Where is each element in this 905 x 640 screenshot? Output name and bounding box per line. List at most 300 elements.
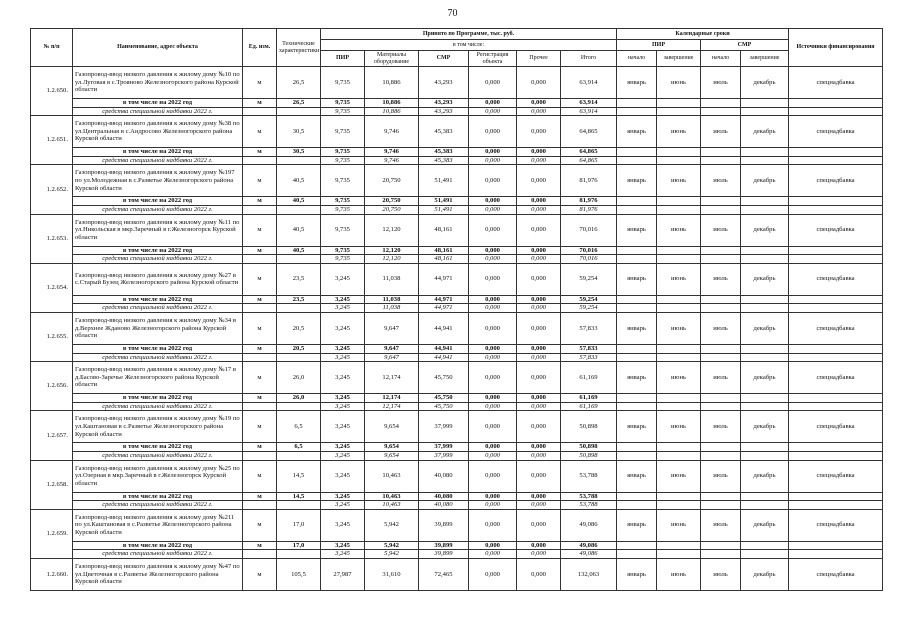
smr-start-cell: июль [701, 214, 741, 246]
unit-cell: м [243, 263, 277, 295]
unit-cell: м [243, 541, 277, 550]
smr-start-cell: июль [701, 509, 741, 541]
smr-end-cell: декабрь [741, 362, 789, 394]
total-cell: 59,254 [561, 295, 617, 304]
smr-cell: 43,293 [419, 67, 469, 99]
registration-cell: 0,000 [469, 362, 517, 394]
smr-cell: 37,999 [419, 411, 469, 443]
materials-cell: 20,750 [365, 197, 419, 206]
smr-cell: 51,491 [419, 205, 469, 214]
materials-cell: 20,750 [365, 205, 419, 214]
registration-cell: 0,000 [469, 304, 517, 313]
registration-cell: 0,000 [469, 255, 517, 264]
other-cell: 0,000 [517, 451, 561, 460]
unit-cell: м [243, 344, 277, 353]
total-cell: 59,254 [561, 304, 617, 313]
registration-cell: 0,000 [469, 541, 517, 550]
registration-cell: 0,000 [469, 107, 517, 116]
smr-end-cell: декабрь [741, 460, 789, 492]
pir-cell: 3,245 [321, 509, 365, 541]
smr-cell: 44,941 [419, 312, 469, 344]
table-row-2022 [31, 295, 883, 304]
row-2022-label: в том числе на 2022 год [73, 443, 243, 452]
smr-end-cell: декабрь [741, 312, 789, 344]
pir-cell: 3,245 [321, 394, 365, 403]
other-cell: 0,000 [517, 541, 561, 550]
smr-cell: 51,491 [419, 197, 469, 206]
other-cell: 0,000 [517, 116, 561, 148]
materials-cell: 12,174 [365, 394, 419, 403]
materials-cell: 12,120 [365, 246, 419, 255]
pir-cell: 3,245 [321, 492, 365, 501]
object-name: Газопровод-ввод низкого давления к жилому дому №19 по ул.Каштановая в с.Разветье Железногорского района Курской области [73, 411, 243, 443]
table-row [31, 509, 883, 541]
table-row-2022 [31, 541, 883, 550]
pir-end-cell: июнь [657, 509, 701, 541]
pir-end-cell: июнь [657, 362, 701, 394]
pir-cell: 3,245 [321, 411, 365, 443]
other-cell: 0,000 [517, 362, 561, 394]
pir-cell: 3,245 [321, 312, 365, 344]
other-cell: 0,000 [517, 205, 561, 214]
header-num: № п/п [31, 29, 73, 67]
registration-cell: 0,000 [469, 558, 517, 590]
table-row-2022 [31, 443, 883, 452]
unit-cell: м [243, 67, 277, 99]
materials-cell: 12,120 [365, 214, 419, 246]
table-row-2022 [31, 246, 883, 255]
registration-cell: 0,000 [469, 394, 517, 403]
table-row-2022 [31, 148, 883, 157]
row-surcharge-label: средства специальной надбавки 2022 г. [73, 402, 243, 411]
materials-cell: 11,038 [365, 295, 419, 304]
row-2022-label: в том числе на 2022 год [73, 541, 243, 550]
pir-cell: 9,735 [321, 156, 365, 165]
tech-cell: 40,5 [277, 214, 321, 246]
pir-cell: 3,245 [321, 501, 365, 510]
table-header [31, 29, 883, 67]
other-cell: 0,000 [517, 214, 561, 246]
row-surcharge-label: средства специальной надбавки 2022 г. [73, 255, 243, 264]
other-cell: 0,000 [517, 295, 561, 304]
materials-cell: 9,647 [365, 353, 419, 362]
smr-cell: 40,080 [419, 492, 469, 501]
tech-cell: 20,5 [277, 344, 321, 353]
other-cell: 0,000 [517, 509, 561, 541]
pir-start-cell: январь [617, 411, 657, 443]
header-smr: СМР [419, 51, 469, 67]
table-row-surcharge [31, 353, 883, 362]
smr-start-cell: июль [701, 116, 741, 148]
unit-cell: м [243, 411, 277, 443]
pir-start-cell: январь [617, 558, 657, 590]
unit-cell: м [243, 558, 277, 590]
other-cell: 0,000 [517, 443, 561, 452]
funding-cell: спецнадбавка [789, 460, 883, 492]
materials-cell: 9,654 [365, 411, 419, 443]
total-cell: 81,976 [561, 165, 617, 197]
table-row [31, 214, 883, 246]
total-cell: 70,016 [561, 246, 617, 255]
other-cell: 0,000 [517, 353, 561, 362]
pir-start-cell: январь [617, 312, 657, 344]
object-code: 1.2.654. [31, 263, 73, 312]
materials-cell: 9,746 [365, 148, 419, 157]
total-cell: 64,865 [561, 148, 617, 157]
object-code: 1.2.659. [31, 509, 73, 558]
other-cell: 0,000 [517, 460, 561, 492]
header-funding: Источники финансирования [789, 29, 883, 67]
tech-cell: 30,5 [277, 148, 321, 157]
other-cell: 0,000 [517, 492, 561, 501]
other-cell: 0,000 [517, 558, 561, 590]
registration-cell: 0,000 [469, 214, 517, 246]
smr-end-cell: декабрь [741, 214, 789, 246]
unit-cell: м [243, 443, 277, 452]
total-cell: 64,865 [561, 116, 617, 148]
tech-cell: 40,5 [277, 246, 321, 255]
smr-end-cell: декабрь [741, 263, 789, 295]
funding-cell: спецнадбавка [789, 411, 883, 443]
tech-cell: 14,5 [277, 492, 321, 501]
total-cell: 61,169 [561, 362, 617, 394]
total-cell: 63,914 [561, 99, 617, 108]
pir-cell: 9,735 [321, 205, 365, 214]
tech-cell: 6,5 [277, 443, 321, 452]
total-cell: 53,788 [561, 460, 617, 492]
pir-cell: 3,245 [321, 550, 365, 559]
unit-cell: м [243, 460, 277, 492]
other-cell: 0,000 [517, 402, 561, 411]
pir-end-cell: июнь [657, 312, 701, 344]
pir-cell: 3,245 [321, 402, 365, 411]
pir-start-cell: январь [617, 165, 657, 197]
unit-cell: м [243, 394, 277, 403]
total-cell: 63,914 [561, 67, 617, 99]
object-code: 1.2.660. [31, 558, 73, 590]
total-cell: 53,788 [561, 492, 617, 501]
smr-cell: 45,383 [419, 116, 469, 148]
pir-cell: 3,245 [321, 362, 365, 394]
funding-cell: спецнадбавка [789, 116, 883, 148]
object-code: 1.2.655. [31, 312, 73, 361]
table-row-surcharge [31, 205, 883, 214]
pir-cell: 3,245 [321, 353, 365, 362]
total-cell: 50,898 [561, 411, 617, 443]
other-cell: 0,000 [517, 67, 561, 99]
smr-cell: 44,941 [419, 344, 469, 353]
materials-cell: 9,647 [365, 312, 419, 344]
smr-cell: 40,080 [419, 460, 469, 492]
object-name: Газопровод-ввод низкого давления к жилому дому №10 по ул.Луговая в с.Трояново Железногорского района Курской области [73, 67, 243, 99]
materials-cell: 9,746 [365, 156, 419, 165]
smr-end-cell: декабрь [741, 116, 789, 148]
pir-start-cell: январь [617, 460, 657, 492]
tech-cell: 23,5 [277, 263, 321, 295]
smr-cell: 44,971 [419, 304, 469, 313]
row-surcharge-label: средства специальной надбавки 2022 г. [73, 156, 243, 165]
registration-cell: 0,000 [469, 443, 517, 452]
row-surcharge-label: средства специальной надбавки 2022 г. [73, 501, 243, 510]
object-code: 1.2.656. [31, 362, 73, 411]
pir-cell: 9,735 [321, 246, 365, 255]
header-pir: ПИР [321, 51, 365, 67]
row-2022-label: в том числе на 2022 год [73, 148, 243, 157]
funding-cell: спецнадбавка [789, 362, 883, 394]
table-row-surcharge [31, 255, 883, 264]
row-2022-label: в том числе на 2022 год [73, 344, 243, 353]
pir-cell: 3,245 [321, 304, 365, 313]
smr-cell: 45,750 [419, 362, 469, 394]
registration-cell: 0,000 [469, 411, 517, 443]
unit-cell: м [243, 312, 277, 344]
registration-cell: 0,000 [469, 263, 517, 295]
materials-cell: 20,750 [365, 165, 419, 197]
pir-end-cell: июнь [657, 214, 701, 246]
registration-cell: 0,000 [469, 99, 517, 108]
tech-cell: 17,0 [277, 509, 321, 541]
funding-cell: спецнадбавка [789, 214, 883, 246]
registration-cell: 0,000 [469, 197, 517, 206]
unit-cell: м [243, 492, 277, 501]
total-cell: 70,016 [561, 214, 617, 246]
smr-end-cell: декабрь [741, 67, 789, 99]
object-name: Газопровод-ввод низкого давления к жилому дому №197 по ул.Молодежная в с.Разветье Железногорского района Курской области [73, 165, 243, 197]
pir-end-cell: июнь [657, 558, 701, 590]
funding-cell: спецнадбавка [789, 558, 883, 590]
table-row [31, 116, 883, 148]
pir-start-cell: январь [617, 362, 657, 394]
smr-cell: 40,080 [419, 501, 469, 510]
registration-cell: 0,000 [469, 451, 517, 460]
pir-end-cell: июнь [657, 263, 701, 295]
smr-cell: 45,383 [419, 148, 469, 157]
tech-cell: 40,5 [277, 197, 321, 206]
pir-cell: 9,735 [321, 214, 365, 246]
smr-cell: 43,293 [419, 107, 469, 116]
total-cell: 63,914 [561, 107, 617, 116]
materials-cell: 12,120 [365, 255, 419, 264]
object-name: Газопровод-ввод низкого давления к жилому дому №25 по ул.Озерная в мкр.Заречный в г.Железногорск Курской области [73, 460, 243, 492]
program-table [30, 28, 883, 591]
materials-cell: 31,610 [365, 558, 419, 590]
pir-cell: 3,245 [321, 451, 365, 460]
pir-cell: 3,245 [321, 295, 365, 304]
object-name: Газопровод-ввод низкого давления к жилому дому №17 в д.Басово-Заречье Железногорского района Курской области [73, 362, 243, 394]
smr-cell: 45,750 [419, 394, 469, 403]
total-cell: 57,833 [561, 312, 617, 344]
unit-cell: м [243, 214, 277, 246]
header-calendar: Календарные сроки [617, 29, 789, 40]
materials-cell: 12,174 [365, 362, 419, 394]
pir-cell: 9,735 [321, 197, 365, 206]
table-row [31, 558, 883, 590]
header-including: в том числе: [321, 40, 617, 51]
materials-cell: 10,886 [365, 67, 419, 99]
unit-cell: м [243, 509, 277, 541]
pir-cell: 3,245 [321, 263, 365, 295]
object-code: 1.2.653. [31, 214, 73, 263]
smr-start-cell: июль [701, 263, 741, 295]
object-code: 1.2.650. [31, 67, 73, 116]
object-code: 1.2.658. [31, 460, 73, 509]
total-cell: 64,865 [561, 156, 617, 165]
row-2022-label: в том числе на 2022 год [73, 394, 243, 403]
pir-cell: 3,245 [321, 443, 365, 452]
tech-cell: 40,5 [277, 165, 321, 197]
funding-cell: спецнадбавка [789, 165, 883, 197]
tech-cell: 17,0 [277, 541, 321, 550]
registration-cell: 0,000 [469, 148, 517, 157]
pir-end-cell: июнь [657, 165, 701, 197]
pir-end-cell: июнь [657, 460, 701, 492]
total-cell: 81,976 [561, 205, 617, 214]
table-row-2022 [31, 492, 883, 501]
total-cell: 53,788 [561, 501, 617, 510]
row-surcharge-label: средства специальной надбавки 2022 г. [73, 550, 243, 559]
row-2022-label: в том числе на 2022 год [73, 492, 243, 501]
pir-start-cell: январь [617, 116, 657, 148]
materials-cell: 9,654 [365, 443, 419, 452]
tech-cell: 26,0 [277, 394, 321, 403]
unit-cell: м [243, 362, 277, 394]
funding-cell: спецнадбавка [789, 67, 883, 99]
pir-cell: 3,245 [321, 344, 365, 353]
tech-cell: 14,5 [277, 460, 321, 492]
table-row [31, 460, 883, 492]
smr-cell: 48,161 [419, 214, 469, 246]
registration-cell: 0,000 [469, 402, 517, 411]
materials-cell: 10,463 [365, 492, 419, 501]
other-cell: 0,000 [517, 263, 561, 295]
row-surcharge-label: средства специальной надбавки 2022 г. [73, 304, 243, 313]
registration-cell: 0,000 [469, 116, 517, 148]
table-row-surcharge [31, 107, 883, 116]
unit-cell: м [243, 116, 277, 148]
registration-cell: 0,000 [469, 246, 517, 255]
smr-end-cell: декабрь [741, 509, 789, 541]
total-cell: 57,833 [561, 344, 617, 353]
table-row-surcharge [31, 156, 883, 165]
smr-start-cell: июль [701, 411, 741, 443]
funding-cell: спецнадбавка [789, 263, 883, 295]
header-materials: Материалы оборудование [365, 51, 419, 67]
pir-cell: 9,735 [321, 148, 365, 157]
other-cell: 0,000 [517, 197, 561, 206]
total-cell: 59,254 [561, 263, 617, 295]
row-2022-label: в том числе на 2022 год [73, 99, 243, 108]
unit-cell: м [243, 148, 277, 157]
registration-cell: 0,000 [469, 509, 517, 541]
object-name: Газопровод-ввод низкого давления к жилому дому №47 по ул.Цветочная в с.Разветье Железногорского района Курской области [73, 558, 243, 590]
header-name: Наименование, адрес объекта [73, 29, 243, 67]
smr-end-cell: декабрь [741, 165, 789, 197]
smr-cell: 45,383 [419, 156, 469, 165]
total-cell: 61,169 [561, 402, 617, 411]
total-cell: 49,086 [561, 509, 617, 541]
smr-cell: 39,899 [419, 509, 469, 541]
row-surcharge-label: средства специальной надбавки 2022 г. [73, 353, 243, 362]
table-row [31, 165, 883, 197]
object-name: Газопровод-ввод низкого давления к жилому дому №27 в с.Старый Бузец Железногорского района Курской области [73, 263, 243, 295]
tech-cell: 26,0 [277, 362, 321, 394]
table-body [31, 67, 883, 591]
unit-cell: м [243, 197, 277, 206]
materials-cell: 9,654 [365, 451, 419, 460]
object-code: 1.2.651. [31, 116, 73, 165]
row-surcharge-label: средства специальной надбавки 2022 г. [73, 451, 243, 460]
header-pir-end: завершение [657, 51, 701, 67]
header-cal-smr: СМР [701, 40, 789, 51]
header-pir-start: начало [617, 51, 657, 67]
header-smr-end: завершение [741, 51, 789, 67]
materials-cell: 10,463 [365, 460, 419, 492]
table-row-2022 [31, 99, 883, 108]
other-cell: 0,000 [517, 550, 561, 559]
unit-cell: м [243, 295, 277, 304]
object-name: Газопровод-ввод низкого давления к жилому дому №34 в д.Верхнее Жданово Железногорского района Курской области [73, 312, 243, 344]
pir-cell: 27,987 [321, 558, 365, 590]
total-cell: 50,898 [561, 443, 617, 452]
header-cal-pir: ПИР [617, 40, 701, 51]
table-row-surcharge [31, 501, 883, 510]
tech-cell: 105,5 [277, 558, 321, 590]
funding-cell: спецнадбавка [789, 312, 883, 344]
registration-cell: 0,000 [469, 295, 517, 304]
total-cell: 61,169 [561, 394, 617, 403]
pir-cell: 3,245 [321, 541, 365, 550]
row-surcharge-label: средства специальной надбавки 2022 г. [73, 205, 243, 214]
smr-end-cell: декабрь [741, 411, 789, 443]
pir-end-cell: июнь [657, 411, 701, 443]
registration-cell: 0,000 [469, 460, 517, 492]
table-row [31, 362, 883, 394]
table-row [31, 411, 883, 443]
registration-cell: 0,000 [469, 344, 517, 353]
total-cell: 49,086 [561, 550, 617, 559]
smr-start-cell: июль [701, 362, 741, 394]
materials-cell: 5,942 [365, 541, 419, 550]
object-code: 1.2.652. [31, 165, 73, 214]
funding-cell: спецнадбавка [789, 509, 883, 541]
table-row [31, 312, 883, 344]
pir-cell: 3,245 [321, 460, 365, 492]
header-registration: Регистрация объекта [469, 51, 517, 67]
total-cell: 57,833 [561, 353, 617, 362]
registration-cell: 0,000 [469, 205, 517, 214]
pir-cell: 9,735 [321, 165, 365, 197]
materials-cell: 10,886 [365, 99, 419, 108]
smr-cell: 37,999 [419, 451, 469, 460]
header-accepted: Принято по Программе, тыс. руб. [321, 29, 617, 40]
registration-cell: 0,000 [469, 165, 517, 197]
unit-cell: м [243, 99, 277, 108]
registration-cell: 0,000 [469, 550, 517, 559]
page-number: 70 [447, 8, 458, 19]
smr-cell: 48,161 [419, 246, 469, 255]
pir-cell: 9,735 [321, 116, 365, 148]
smr-start-cell: июль [701, 165, 741, 197]
table-row-surcharge [31, 451, 883, 460]
table-row-2022 [31, 344, 883, 353]
smr-start-cell: июль [701, 558, 741, 590]
object-code: 1.2.657. [31, 411, 73, 460]
materials-cell: 9,746 [365, 116, 419, 148]
object-name: Газопровод-ввод низкого давления к жилому дому №211 по ул.Каштановая в с.Разветье Железногорского района Курской области [73, 509, 243, 541]
table-row [31, 263, 883, 295]
tech-cell: 20,5 [277, 312, 321, 344]
tech-cell: 23,5 [277, 295, 321, 304]
